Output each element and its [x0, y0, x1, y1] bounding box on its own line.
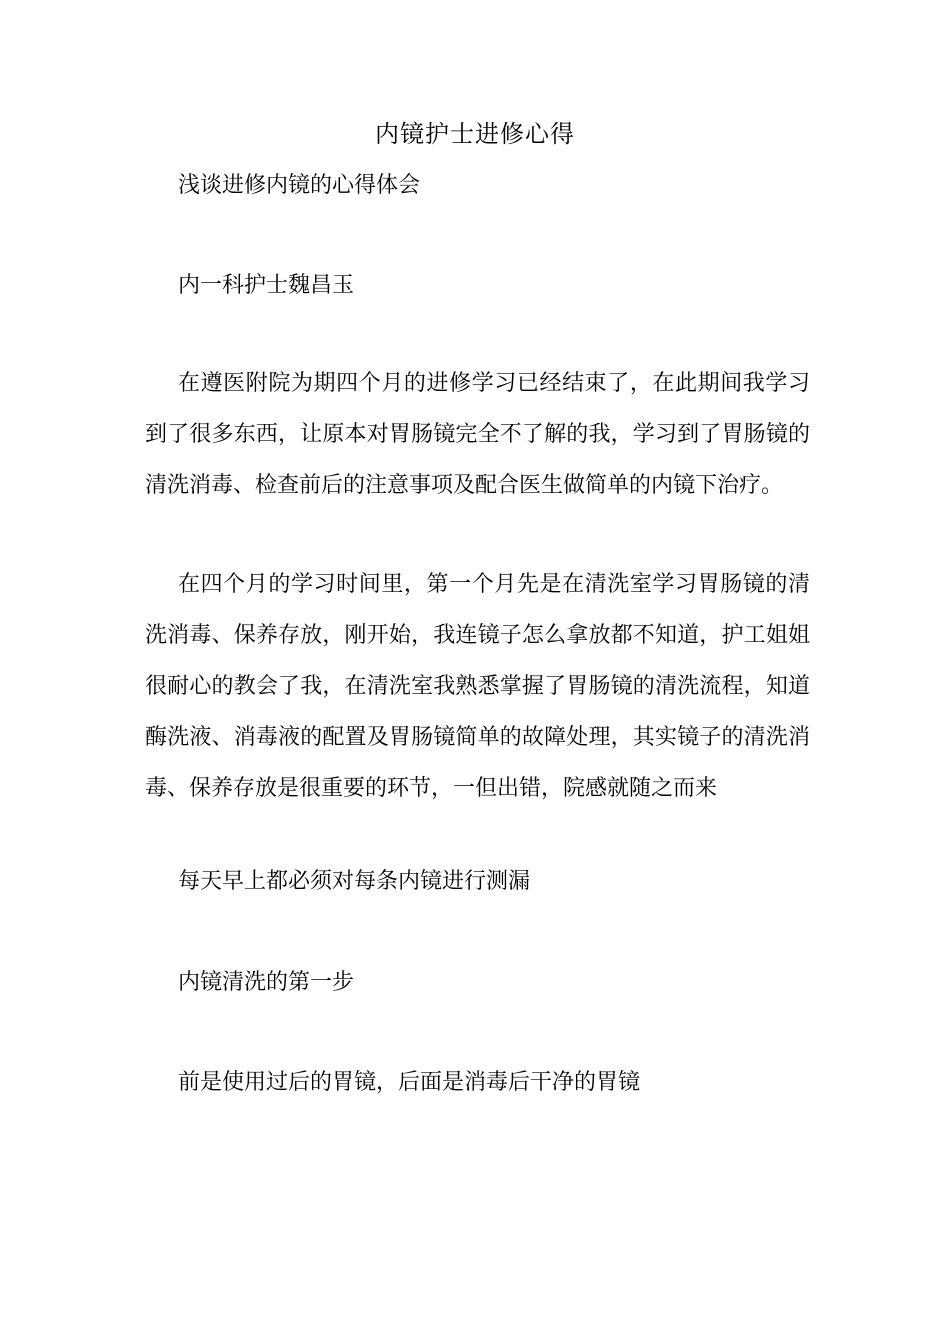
document-subtitle: 浅谈进修内镜的心得体会 — [178, 173, 421, 198]
paragraph-2: 在四个月的学习时间里，第一个月先是在清洗室学习胃肠镜的清洗消毒、保养存放，刚开始，我连镜子怎么拿放都不知道，护工姐姐很耐心的教会了我，在清洗室我熟悉掌握了胃肠镜的清洗流程，知道酶洗液、消毒液的配置及胃肠镜简单的故障处理，其实镜子的清洗消毒、保养存放是很重要的环节，一但出错，院感就随之而来 — [145, 572, 810, 801]
author-line: 内一科护士魏昌玉 — [178, 273, 355, 298]
text-line-2: 内镜清洗的第一步 — [178, 970, 355, 995]
text-line-1: 每天早上都必须对每条内镜进行测漏 — [178, 869, 531, 894]
text-line-3: 前是使用过后的胃镜，后面是消毒后干净的胃镜 — [178, 1070, 641, 1095]
paragraph-1: 在遵医附院为期四个月的进修学习已经结束了，在此期间我学习到了很多东西，让原本对胃肠镜完全不了解的我，学习到了胃肠镜的清洗消毒、检查前后的注意事项及配合医生做简单的内镜下治疗。 — [145, 371, 810, 498]
document-title: 内镜护士进修心得 — [375, 120, 575, 148]
